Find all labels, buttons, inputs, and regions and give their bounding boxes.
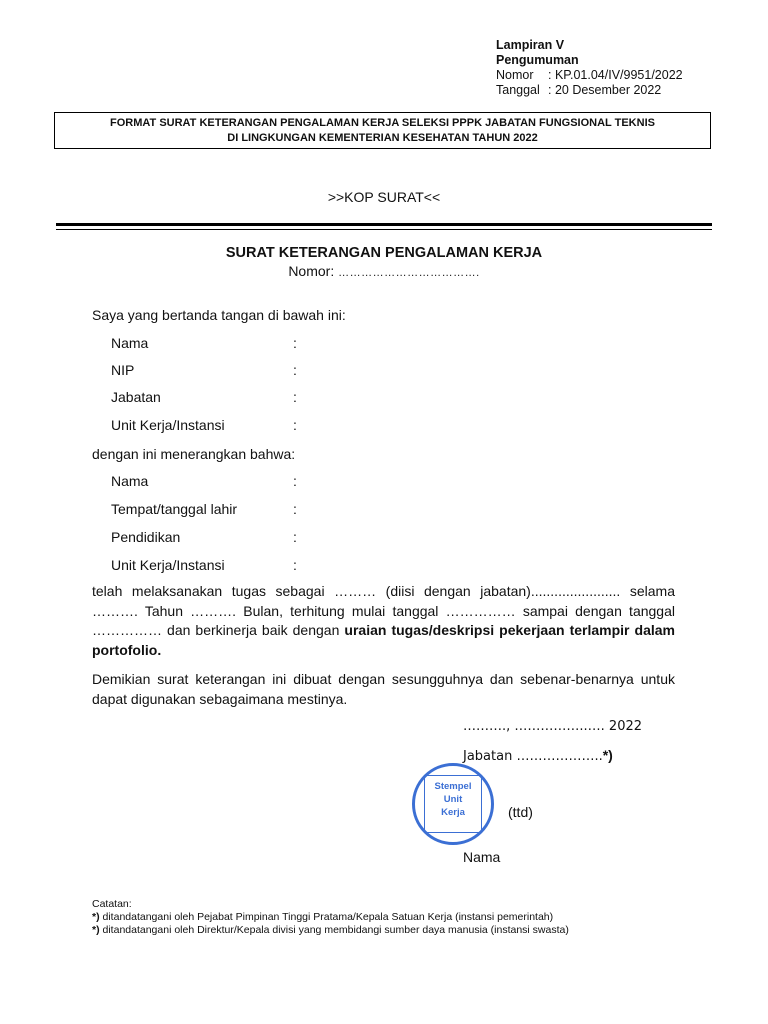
letter-title: SURAT KETERANGAN PENGALAMAN KERJA (225, 245, 543, 261)
format-title-line1: FORMAT SURAT KETERANGAN PENGALAMAN KERJA SELEKSI PPPK JABATAN FUNGSIONAL TEKNIS (110, 117, 655, 129)
body-paragraph-1 (92, 582, 675, 660)
lampiran-label: Lampiran V (496, 38, 565, 52)
nomor-row (496, 68, 683, 83)
letterhead-rule-thick (56, 223, 712, 226)
jabatan-mark: *) (602, 747, 613, 763)
menerangkan-text: dengan ini menerangkan bahwa: (92, 446, 296, 462)
catatan-note-2 (92, 924, 569, 937)
catatan-note-2-text: ditandatangani oleh Direktur/Kepala divisi yang membidangi sumber daya manusia (instansi swasta) (99, 924, 569, 936)
jabatan-text: Jabatan ……………….. (463, 749, 603, 764)
tanggal-value: : 20 Desember 2022 (548, 83, 662, 97)
signer-colon-nip: : (293, 362, 297, 378)
signer-field-nama: Nama (111, 335, 149, 351)
stamp-line3: Kerja (441, 807, 465, 818)
body-paragraph-2: Demikian surat keterangan ini dibuat dengan sesungguhnya dan sebenar-benarnya untuk dapat digunakan sebagaimana mestinya. (92, 671, 675, 707)
signer-colon-nama: : (293, 335, 297, 351)
stamp-box (424, 775, 482, 833)
body-paragraph-1-end: . (157, 641, 162, 658)
subject-field-pendidikan: Pendidikan (111, 529, 181, 545)
letterhead-rule-thin (56, 229, 712, 230)
stamp-line2: Unit (443, 794, 463, 805)
subject-field-nama: Nama (111, 473, 149, 489)
stamp-line1: Stempel (434, 781, 472, 792)
catatan-block (92, 898, 569, 937)
tanggal-row (496, 83, 683, 98)
catatan-mark-1: *) (92, 911, 100, 923)
subject-colon-unit: : (293, 557, 297, 573)
intro-text: Saya yang bertanda tangan di bawah ini: (92, 307, 346, 323)
catatan-label: Catatan: (92, 898, 132, 910)
signer-field-nip: NIP (111, 362, 135, 378)
catatan-mark-2: *) (92, 924, 100, 936)
body-paragraph-1-bold: uraian tugas/deskripsi pekerjaan terlampir dalam portofolio (92, 622, 675, 658)
kop-surat: >>KOP SURAT<< (327, 189, 441, 205)
subject-colon-ttl: : (293, 501, 297, 517)
subject-field-unit: Unit Kerja/Instansi (111, 557, 225, 573)
body-paragraph-1-text: telah melaksanakan tugas sebagai ……… (diisi dengan jabatan)....................... selama ………. Tahun ………. Bulan, terhitung mulai tanggal …………… sampai dengan tanggal …………… dan berkinerja baik dengan (92, 583, 675, 638)
lampiran-block (496, 38, 683, 98)
signer-colon-unit: : (293, 417, 297, 433)
subject-colon-nama: : (293, 473, 297, 489)
subject-field-ttl: Tempat/tanggal lahir (111, 501, 238, 517)
place-date: ………., ……………..…. 2022 (463, 719, 643, 734)
nama-signature: Nama (463, 849, 501, 865)
stamp-circle (412, 763, 494, 845)
format-title-line2: DI LINGKUNGAN KEMENTERIAN KESEHATAN TAHUN 2022 (227, 132, 538, 144)
signer-field-jabatan: Jabatan (111, 389, 161, 405)
letter-nomor (0, 263, 768, 279)
letter-nomor-dots: ………………………………. (338, 267, 480, 279)
catatan-note-1-text: ditandatangani oleh Pejabat Pimpinan Tinggi Pratama/Kepala Satuan Kerja (instansi pemerintah) (99, 911, 554, 923)
pengumuman-label: Pengumuman (496, 53, 579, 67)
jabatan-line (463, 747, 613, 764)
letter-nomor-label: Nomor: (288, 263, 339, 279)
catatan-note-1 (92, 911, 569, 924)
signer-colon-jabatan: : (293, 389, 297, 405)
ttd-label: (ttd) (508, 804, 533, 820)
nomor-key: Nomor (496, 68, 534, 82)
subject-colon-pendidikan: : (293, 529, 297, 545)
nomor-value: : KP.01.04/IV/9951/2022 (548, 68, 683, 82)
signer-field-unit: Unit Kerja/Instansi (111, 417, 225, 433)
tanggal-key: Tanggal (496, 83, 540, 97)
format-title-box (54, 112, 711, 149)
